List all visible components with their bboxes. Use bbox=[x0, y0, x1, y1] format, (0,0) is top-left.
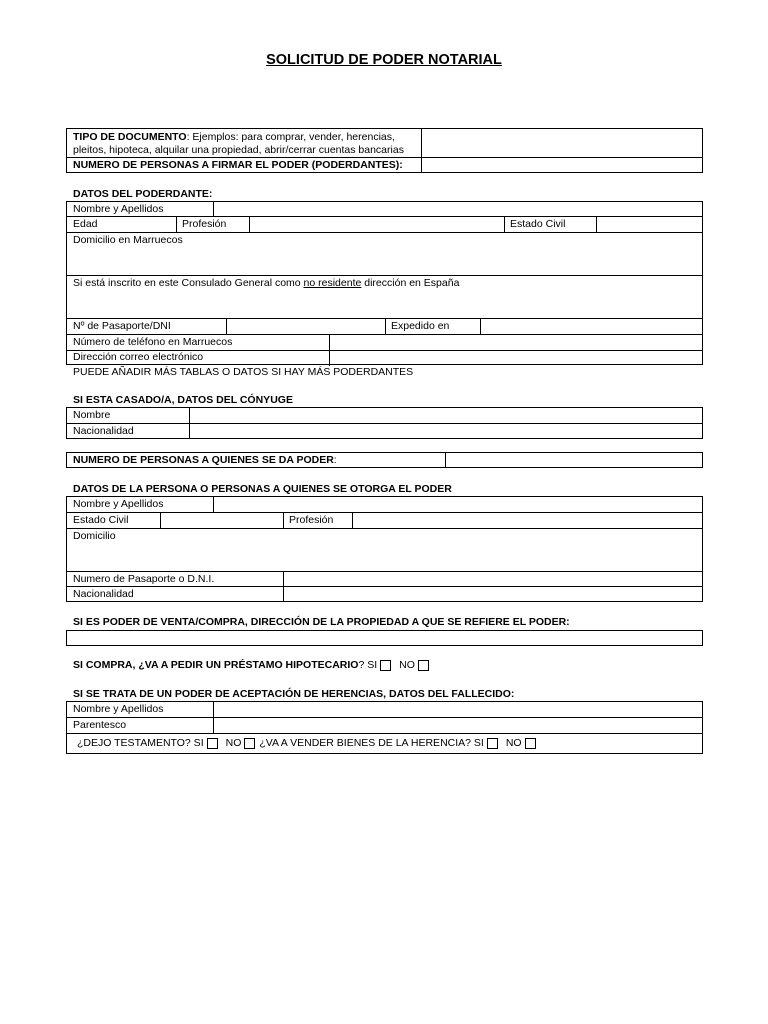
attorney-marital-status-label: Estado Civil bbox=[73, 514, 129, 526]
grantor-section-heading: DATOS DEL PODERDANTE: bbox=[73, 188, 213, 200]
document-type-table bbox=[66, 128, 703, 173]
property-address-field[interactable] bbox=[66, 630, 703, 646]
deceased-name-field[interactable] bbox=[214, 702, 702, 717]
grantors-count-label: NUMERO DE PERSONAS A FIRMAR EL PODER (PODERDANTES): bbox=[73, 159, 403, 171]
attorney-passport-field[interactable] bbox=[284, 572, 702, 586]
spouse-name-field[interactable] bbox=[190, 408, 702, 423]
attorney-passport-label: Numero de Pasaporte o D.N.I. bbox=[73, 573, 215, 585]
testament-question: ¿DEJO TESTAMENTO? SI NO ¿VA A VENDER BIENES DE LA HERENCIA? SI NO bbox=[77, 737, 540, 749]
attorneys-count-field[interactable] bbox=[446, 453, 702, 467]
attorney-marital-status-field[interactable] bbox=[161, 513, 283, 528]
mortgage-no-checkbox[interactable] bbox=[418, 660, 429, 671]
grantor-spain-address-field[interactable] bbox=[67, 290, 702, 318]
testament-yes-checkbox[interactable] bbox=[207, 738, 218, 749]
spouse-nationality-label: Nacionalidad bbox=[73, 425, 134, 437]
attorney-address-label: Domicilio bbox=[73, 530, 116, 542]
spouse-nationality-field[interactable] bbox=[190, 424, 702, 438]
inheritance-section-heading: SI SE TRATA DE UN PODER DE ACEPTACIÓN DE HERENCIAS, DATOS DEL FALLECIDO: bbox=[73, 688, 515, 700]
sell-inheritance-no-checkbox[interactable] bbox=[525, 738, 536, 749]
page-title: SOLICITUD DE PODER NOTARIAL bbox=[266, 52, 502, 68]
attorneys-count-table bbox=[66, 452, 703, 468]
spouse-section-heading: SI ESTA CASADO/A, DATOS DEL CÓNYUGE bbox=[73, 394, 293, 406]
deceased-name-label: Nombre y Apellidos bbox=[73, 703, 164, 715]
attorney-section-heading: DATOS DE LA PERSONA O PERSONAS A QUIENES SE OTORGA EL PODER bbox=[73, 483, 452, 495]
attorney-profession-label: Profesión bbox=[289, 514, 334, 526]
grantors-count-field[interactable] bbox=[422, 158, 702, 172]
grantor-email-field[interactable] bbox=[330, 351, 702, 365]
deceased-relationship-label: Parentesco bbox=[73, 719, 127, 731]
mortgage-yes-checkbox[interactable] bbox=[380, 660, 391, 671]
grantor-age-label: Edad bbox=[73, 218, 98, 230]
grantor-profession-field[interactable] bbox=[250, 217, 504, 232]
grantor-age-field[interactable] bbox=[177, 217, 249, 232]
attorney-table bbox=[66, 496, 703, 602]
mortgage-question: SI COMPRA, ¿VA A PEDIR UN PRÉSTAMO HIPOTECARIO? SI NO bbox=[73, 659, 433, 671]
grantor-table bbox=[66, 201, 703, 365]
attorney-nationality-field[interactable] bbox=[284, 587, 702, 601]
attorney-name-label: Nombre y Apellidos bbox=[73, 498, 164, 510]
testament-no-checkbox[interactable] bbox=[244, 738, 255, 749]
additional-grantors-note: PUEDE AÑADIR MÁS TABLAS O DATOS SI HAY MÁS PODERDANTES bbox=[73, 366, 414, 378]
grantor-email-label: Dirección correo electrónico bbox=[73, 351, 204, 363]
grantor-address-label: Domicilio en Marruecos bbox=[73, 234, 183, 246]
attorneys-count-label: NUMERO DE PERSONAS A QUIENES SE DA PODER: bbox=[73, 454, 337, 466]
grantor-name-field[interactable] bbox=[214, 202, 702, 216]
attorney-name-field[interactable] bbox=[214, 497, 702, 512]
attorney-profession-field[interactable] bbox=[353, 513, 702, 528]
property-section-heading: SI ES PODER DE VENTA/COMPRA, DIRECCIÓN DE LA PROPIEDAD A QUE SE REFIERE EL PODER: bbox=[73, 616, 570, 628]
document-type-field[interactable] bbox=[422, 129, 702, 156]
deceased-relationship-field[interactable] bbox=[214, 718, 702, 733]
grantor-passport-field[interactable] bbox=[227, 319, 385, 334]
grantor-address-field[interactable] bbox=[67, 247, 702, 275]
spouse-name-label: Nombre bbox=[73, 409, 111, 421]
grantor-phone-label: Número de teléfono en Marruecos bbox=[73, 336, 233, 348]
grantor-marital-status-field[interactable] bbox=[597, 217, 702, 232]
grantor-phone-field[interactable] bbox=[330, 335, 702, 350]
grantor-issued-label: Expedido en bbox=[391, 320, 450, 332]
attorney-address-field[interactable] bbox=[67, 543, 702, 571]
document-type-examples: pleitos, hipoteca, alquilar una propiedad, abrir/cerrar cuentas bancarias bbox=[73, 144, 404, 156]
grantor-profession-label: Profesión bbox=[182, 218, 227, 230]
deceased-table bbox=[66, 701, 703, 754]
grantor-issued-field[interactable] bbox=[481, 319, 702, 334]
grantor-marital-status-label: Estado Civil bbox=[510, 218, 566, 230]
attorney-nationality-label: Nacionalidad bbox=[73, 588, 134, 600]
document-type-label: TIPO DE DOCUMENTO: Ejemplos: para comprar, vender, herencias, bbox=[73, 131, 395, 143]
grantor-name-label: Nombre y Apellidos bbox=[73, 203, 164, 215]
sell-inheritance-yes-checkbox[interactable] bbox=[487, 738, 498, 749]
grantor-passport-label: Nº de Pasaporte/DNI bbox=[73, 320, 171, 332]
spouse-table bbox=[66, 407, 703, 439]
grantor-spain-address-label: Si está inscrito en este Consulado General como no residente dirección en España bbox=[73, 277, 460, 289]
